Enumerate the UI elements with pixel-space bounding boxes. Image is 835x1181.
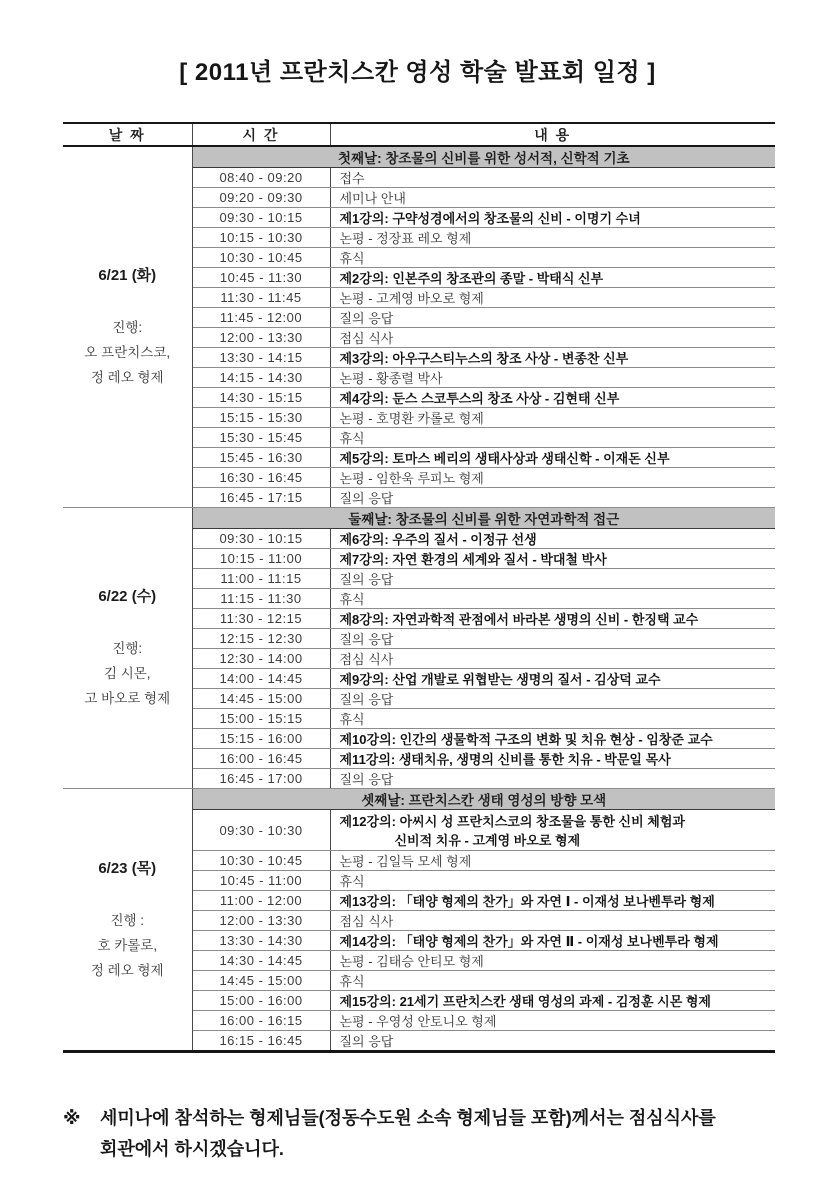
- content-cell: 질의 응답: [330, 569, 775, 589]
- time-cell: 10:45 - 11:00: [192, 871, 330, 891]
- time-cell: 15:30 - 15:45: [192, 428, 330, 448]
- time-cell: 10:15 - 10:30: [192, 228, 330, 248]
- time-cell: 12:30 - 14:00: [192, 649, 330, 669]
- content-cell: 질의 응답: [330, 488, 775, 508]
- organizer-line: 김 시몬,: [103, 666, 151, 681]
- content-cell: 질의 응답: [330, 629, 775, 649]
- time-cell: 14:00 - 14:45: [192, 669, 330, 689]
- organizer-block: [63, 636, 192, 711]
- content-cell: 제3강의: 아우구스티누스의 창조 사상 - 변종찬 신부: [330, 348, 775, 368]
- time-cell: 14:45 - 15:00: [192, 971, 330, 991]
- content-cell: 점심 식사: [330, 911, 775, 931]
- content-cell: 제5강의: 토마스 베리의 생태사상과 생태신학 - 이재돈 신부: [330, 448, 775, 468]
- content-cell: 제14강의: 「태양 형제의 찬가」와 자연 Ⅱ - 이재성 보나벤투라 형제: [330, 931, 775, 951]
- content-line: 제12강의: 아씨시 성 프란치스코의 창조물을 통한 신비 체험과: [339, 814, 685, 829]
- schedule-table: [63, 122, 775, 1053]
- time-cell: 11:15 - 11:30: [192, 589, 330, 609]
- date-label: 6/21 (화): [98, 267, 157, 284]
- time-cell: 15:15 - 15:30: [192, 408, 330, 428]
- content-cell: [330, 810, 775, 851]
- content-cell: 제15강의: 21세기 프란치스칸 생태 영성의 과제 - 김정훈 시몬 형제: [330, 991, 775, 1011]
- time-cell: 12:00 - 13:30: [192, 911, 330, 931]
- footnote-line: 세미나에 참석하는 형제님들(정동수도원 소속 형제님들 포함)께서는 점심식사를: [100, 1108, 716, 1128]
- organizer-line: 호 카롤로,: [97, 937, 158, 953]
- column-header-content: 내 용: [330, 123, 775, 146]
- time-cell: 09:20 - 09:30: [192, 188, 330, 208]
- schedule-body: [63, 146, 775, 1052]
- time-cell: 13:30 - 14:15: [192, 348, 330, 368]
- content-cell: 질의 응답: [330, 308, 775, 328]
- footnote-text: [100, 1103, 779, 1165]
- page-title: [ 2011년 프란치스칸 영성 학술 발표회 일정 ]: [179, 59, 656, 86]
- time-cell: 11:00 - 11:15: [192, 569, 330, 589]
- content-cell: 점심 식사: [330, 649, 775, 669]
- content-cell: 제6강의: 우주의 질서 - 이정규 선생: [330, 529, 775, 549]
- content-cell: 제10강의: 인간의 생물학적 구조의 변화 및 치유 현상 - 임창준 교수: [330, 729, 775, 749]
- footnote-line: 회관에서 하시겠습니다.: [100, 1139, 284, 1159]
- date-cell: [63, 146, 192, 508]
- time-cell: 13:30 - 14:30: [192, 931, 330, 951]
- content-cell: 제7강의: 자연 환경의 세계와 질서 - 박대철 박사: [330, 549, 775, 569]
- footnote-marker: ※: [63, 1108, 81, 1128]
- content-cell: 제1강의: 구약성경에서의 창조물의 신비 - 이명기 수녀: [330, 208, 775, 228]
- content-cell: 휴식: [330, 589, 775, 609]
- content-cell: 논평 - 임한욱 루피노 형제: [330, 468, 775, 488]
- section-title: 셋째날: 프란치스칸 생태 영성의 방향 모색: [192, 789, 775, 810]
- date-cell: [63, 508, 192, 789]
- content-cell: 논평 - 호명환 카롤로 형제: [330, 408, 775, 428]
- time-cell: 08:40 - 09:20: [192, 168, 330, 188]
- organizer-line: 진행:: [112, 320, 143, 335]
- time-cell: 16:45 - 17:00: [192, 769, 330, 789]
- time-cell: 16:45 - 17:15: [192, 488, 330, 508]
- content-cell: 논평 - 고계영 바오로 형제: [330, 288, 775, 308]
- time-cell: 14:30 - 15:15: [192, 388, 330, 408]
- organizer-line: 진행 :: [110, 912, 145, 928]
- footnote: [63, 1103, 779, 1165]
- content-cell: 점심 식사: [330, 328, 775, 348]
- content-cell: 휴식: [330, 709, 775, 729]
- date-label: 6/23 (목): [98, 859, 157, 877]
- content-cell: 세미나 안내: [330, 188, 775, 208]
- organizer-line: 정 레오 형제: [90, 370, 164, 385]
- day-section-row: [63, 789, 775, 810]
- content-cell: 질의 응답: [330, 689, 775, 709]
- organizer-line: 고 바오로 형제: [84, 691, 171, 706]
- section-title: 첫째날: 창조물의 신비를 위한 성서적, 신학적 기초: [192, 146, 775, 168]
- content-cell: 휴식: [330, 871, 775, 891]
- time-cell: 10:45 - 11:30: [192, 268, 330, 288]
- day-section-row: [63, 146, 775, 168]
- time-cell: 11:00 - 12:00: [192, 891, 330, 911]
- organizer-block: [63, 315, 192, 390]
- content-cell: 논평 - 김태승 안티모 형제: [330, 951, 775, 971]
- time-cell: 09:30 - 10:30: [192, 810, 330, 851]
- time-cell: 15:45 - 16:30: [192, 448, 330, 468]
- content-cell: 휴식: [330, 248, 775, 268]
- content-cell: 논평 - 우영성 안토니오 형제: [330, 1011, 775, 1031]
- time-cell: 12:00 - 13:30: [192, 328, 330, 348]
- content-cell: 질의 응답: [330, 769, 775, 789]
- content-cell: 휴식: [330, 971, 775, 991]
- table-header-row: [63, 123, 775, 146]
- time-cell: 10:30 - 10:45: [192, 851, 330, 871]
- organizer-block: [63, 908, 192, 983]
- time-cell: 15:00 - 15:15: [192, 709, 330, 729]
- time-cell: 14:30 - 14:45: [192, 951, 330, 971]
- time-cell: 11:30 - 11:45: [192, 288, 330, 308]
- organizer-line: 정 레오 형제: [90, 962, 164, 978]
- date-cell: [63, 789, 192, 1052]
- time-cell: 15:15 - 16:00: [192, 729, 330, 749]
- time-cell: 09:30 - 10:15: [192, 208, 330, 228]
- content-cell: 질의 응답: [330, 1031, 775, 1052]
- content-cell: 휴식: [330, 428, 775, 448]
- time-cell: 16:15 - 16:45: [192, 1031, 330, 1052]
- organizer-line: 진행:: [112, 641, 143, 656]
- day-section-row: [63, 508, 775, 529]
- time-cell: 11:30 - 12:15: [192, 609, 330, 629]
- column-header-date: 날 짜: [63, 123, 192, 146]
- content-cell: 제11강의: 생태치유, 생명의 신비를 통한 치유 - 박문일 목사: [330, 749, 775, 769]
- content-cell: 논평 - 황종렬 박사: [330, 368, 775, 388]
- time-cell: 10:15 - 11:00: [192, 549, 330, 569]
- organizer-line: 오 프란치스코,: [84, 345, 171, 360]
- content-cell: 제13강의: 「태양 형제의 찬가」와 자연 Ⅰ - 이재성 보나벤투라 형제: [330, 891, 775, 911]
- time-cell: 15:00 - 16:00: [192, 991, 330, 1011]
- content-cell: 제8강의: 자연과학적 관점에서 바라본 생명의 신비 - 한징택 교수: [330, 609, 775, 629]
- time-cell: 09:30 - 10:15: [192, 529, 330, 549]
- time-cell: 11:45 - 12:00: [192, 308, 330, 328]
- section-title: 둘째날: 창조물의 신비를 위한 자연과학적 접근: [192, 508, 775, 529]
- time-cell: 16:00 - 16:15: [192, 1011, 330, 1031]
- time-cell: 10:30 - 10:45: [192, 248, 330, 268]
- content-cell: 제4강의: 둔스 스코투스의 창조 사상 - 김현태 신부: [330, 388, 775, 408]
- content-cell: 접수: [330, 168, 775, 188]
- column-header-time: 시 간: [192, 123, 330, 146]
- time-cell: 12:15 - 12:30: [192, 629, 330, 649]
- time-cell: 16:00 - 16:45: [192, 749, 330, 769]
- content-cell: 제2강의: 인본주의 창조관의 종말 - 박태식 신부: [330, 268, 775, 288]
- content-line: 신비적 치유 - 고계영 바오로 형제: [394, 833, 581, 848]
- time-cell: 14:15 - 14:30: [192, 368, 330, 388]
- date-label: 6/22 (수): [98, 588, 157, 605]
- time-cell: 14:45 - 15:00: [192, 689, 330, 709]
- table-header: [63, 123, 775, 146]
- content-cell: 논평 - 정장표 레오 형제: [330, 228, 775, 248]
- time-cell: 16:30 - 16:45: [192, 468, 330, 488]
- content-cell: 논평 - 김일득 모세 형제: [330, 851, 775, 871]
- content-cell: 제9강의: 산업 개발로 위협받는 생명의 질서 - 김상덕 교수: [330, 669, 775, 689]
